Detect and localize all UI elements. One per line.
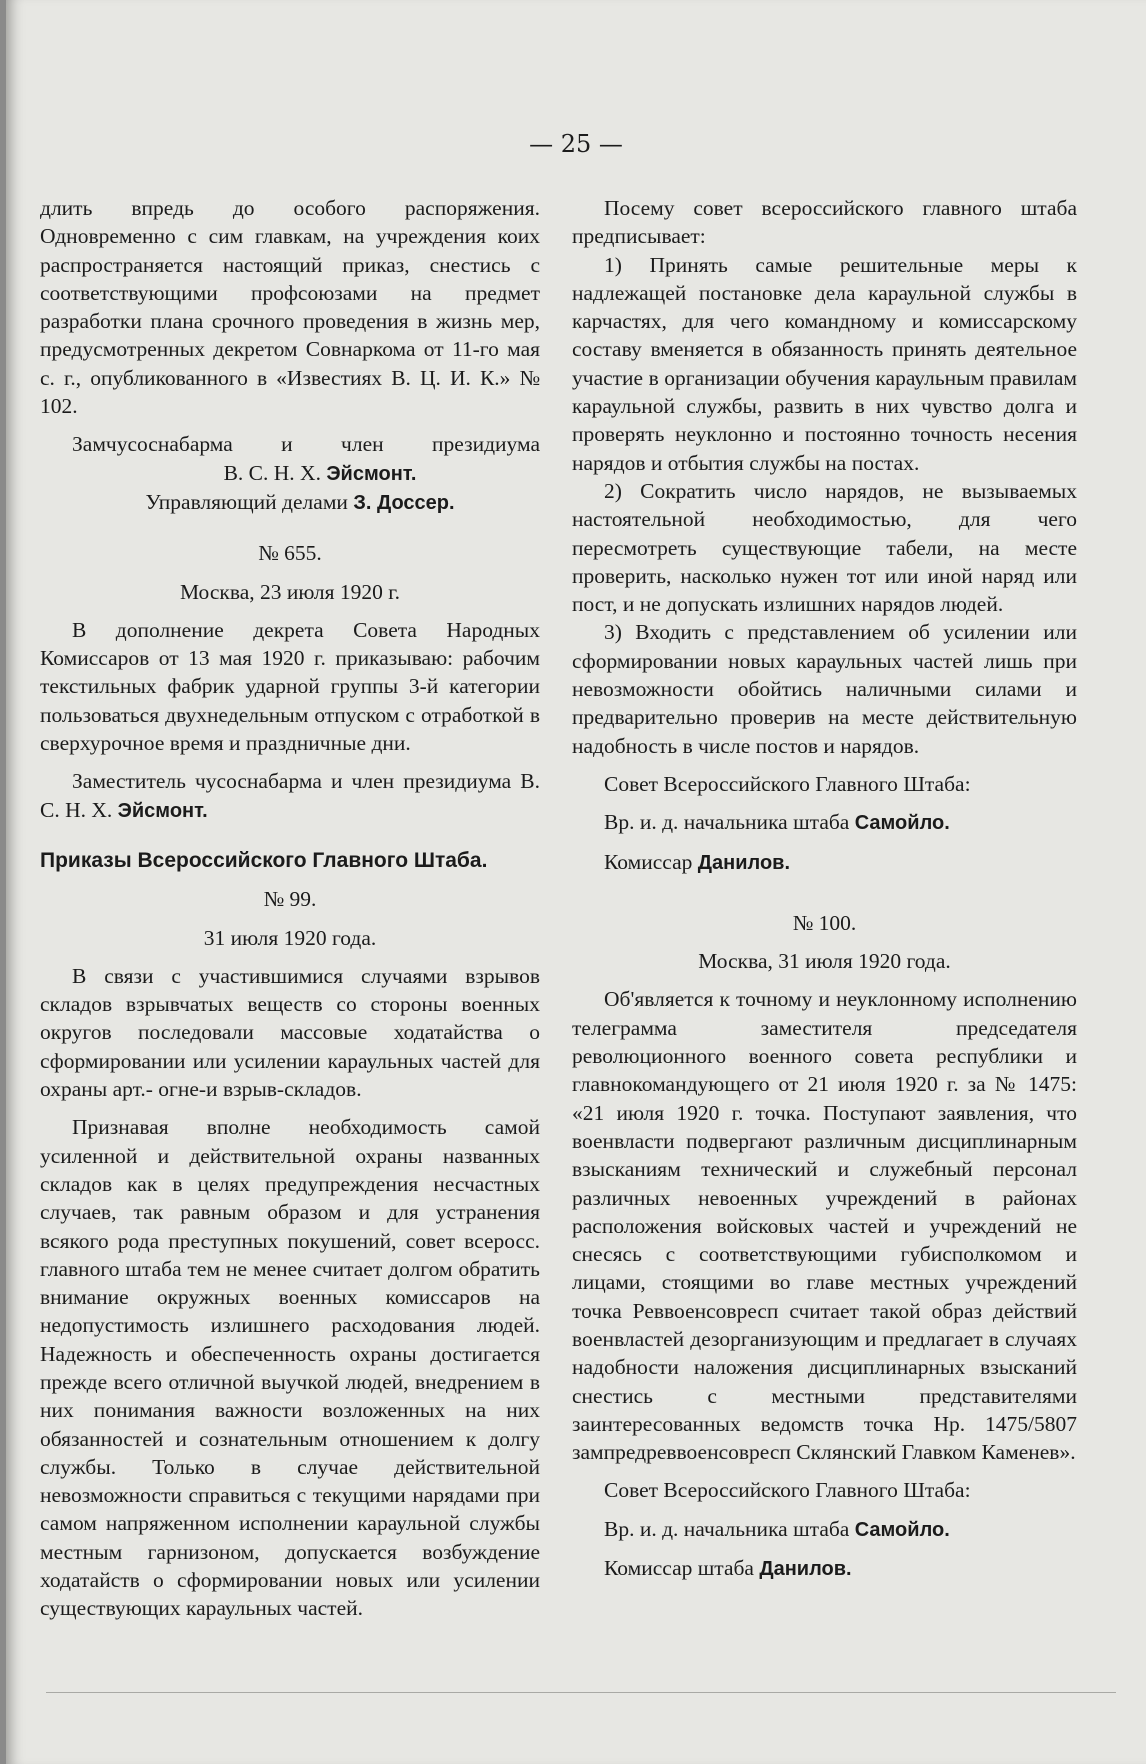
signature-title: Комиссар штаба bbox=[604, 1556, 754, 1581]
order-item: 2) Сократить число нарядов, не вызываемых настоятельной необходимостью, для чего пересмотреть существующие табели, на месте проверить, насколько нужен тот или иной наряд или пост, и не допускать излишних нарядов людей. bbox=[572, 478, 1077, 617]
left-column bbox=[40, 194, 540, 1623]
order-place-date: Москва, 23 июля 1920 г. bbox=[179, 579, 401, 604]
signature-line bbox=[40, 430, 540, 458]
signature-name: Эйсмонт. bbox=[326, 462, 417, 485]
signature-line bbox=[40, 767, 540, 825]
signature-line bbox=[572, 808, 1077, 837]
right-column bbox=[572, 194, 1077, 1583]
order-text: В связи с участившимися случаями взрывов складов взрывчатых веществ со стороны военных округов последовали массовые ходатайства о сформировании или усилении караульных частей для охраны арт.- огне-и взрыв-складов. bbox=[40, 963, 540, 1102]
order-item: 3) Входить с представлением об усилении или сформировании новых караульных частей лишь при невозможности обойтись наличными силами и предварительно проверив на месте действительную надобность в числе постов и нарядов. bbox=[572, 620, 1077, 758]
page-bottom-rule bbox=[46, 1692, 1116, 1693]
order-text: Об'является к точному и неуклонному исполнению телеграмма заместителя председателя революционного военного совета республики и главнокомандующего от 21 июля 1920 г. за № 1475: «21 июля 1920 г. точка. Поступают заявления, что военвласти подвергают различным дисциплинарным взысканиям технический и служебный персонал различных невоенных учреждений в районах расположения войсковых частей и учреждений не снесясь с соответствующими губисполкомом и лицами, стоящими во главе местных учреждений точка Реввоенсовресп считает такой образ действий военвластей дезорганизующим и предлагает в случаях надобности наложения дисциплинарных взысканий снестись с местными представителями заинтересованных ведомств точка Нр. 1475/5807 зампредреввоенсовресп Склянский Главком Каменев». bbox=[572, 987, 1077, 1465]
page-number: — 25 — bbox=[529, 130, 623, 158]
signature-name: Самойло. bbox=[854, 1518, 950, 1541]
order-date: 31 июля 1920 года. bbox=[203, 925, 377, 950]
order-text: Признавая вполне необходимость самой усиленной и действительной охраны названных складов как в целях предупреждения несчастных случаев, так равным образом и для устранения всякого рода преступных покушений, совет всеросс. главного штаба тем не менее считает долгом обратить внимание окружных военных комиссаров на недопустимость излишнего расходования людей. Надежность и обеспеченность охраны достигается прежде всего отличной выучкой людей, внедрением в них понимания важности возложенных на них обязанностей и сознательным отношением к долгу службы. Только в случае действительной невозможности справиться с текущими нарядами при самом напряженном исполнении караульной службы местным гарнизоном, допускается возбуждение ходатайств о сформировании новых или усилении существующих караульных частей. bbox=[40, 1115, 540, 1621]
signature-name: З. Доссер. bbox=[353, 491, 455, 514]
order-text: Посему совет всероссийского главного штаба предписывает: bbox=[572, 196, 1077, 249]
signature-org: В. С. Н. Х. bbox=[223, 460, 321, 485]
signature-line bbox=[40, 488, 540, 517]
signature-title: Комиссар bbox=[604, 849, 693, 874]
order-number: № 100. bbox=[792, 910, 857, 935]
paragraph-continuation: длить впредь до особого распоряжения. Одновременно с сим главкам, на учреждения коих распространяется настоящий приказ, снестись с соответствующими профсоюзами на предмет разработки плана срочного проведения в жизнь мер, предусмотренных декретом Совнаркома от 11-го мая с. г., опубликованного в «Известиях В. Ц. И. К.» № 102. bbox=[40, 196, 540, 419]
signature-title: Вр. и. д. начальника штаба bbox=[604, 1516, 850, 1541]
order-place-date: Москва, 31 июля 1920 года. bbox=[698, 949, 951, 974]
signature-name: Эйсмонт. bbox=[117, 799, 208, 822]
signature-title: Вр. и. д. начальника штаба bbox=[604, 810, 850, 835]
signature-name: Данилов. bbox=[697, 851, 791, 874]
signature-title: Замчусоснабарма и член президиума bbox=[72, 432, 540, 457]
document-page bbox=[6, 0, 1146, 1764]
signature-line bbox=[40, 459, 540, 488]
order-item: 1) Принять самые решительные меры к надлежащей постановке дела караульной службы в карчастях, для чего командному и комиссарскому составу вменяется в обязанность принять деятельное участие в организации обучения караульным правилам караульной службы, развить в них чувство долга и проверять неуклонно и постоянно точность несения нарядов и отбытия службы на постах. bbox=[572, 252, 1077, 475]
order-number: № 655. bbox=[258, 541, 322, 566]
signature-name: Данилов. bbox=[759, 1558, 852, 1581]
signature-name: Самойло. bbox=[854, 812, 950, 835]
section-title: Приказы Всероссийского Главного Штаба. bbox=[40, 848, 488, 872]
signature-title: Управляющий делами bbox=[145, 489, 348, 514]
signature-title: Заместитель чусоснабарма и член президиума В. С. Н. Х. bbox=[40, 769, 540, 822]
order-text: В дополнение декрета Совета Народных Комиссаров от 13 мая 1920 г. приказываю: рабочим текстильных фабрик ударной группы 3-й категории пользоваться двухнедельным отпуском с отработкой в сверхурочное время и праздничные дни. bbox=[40, 617, 540, 756]
order-number: № 99. bbox=[263, 887, 317, 912]
signature-council: Совет Всероссийского Главного Штаба: bbox=[604, 771, 971, 796]
signature-line bbox=[572, 1515, 1077, 1544]
signature-council: Совет Всероссийского Главного Штаба: bbox=[604, 1478, 971, 1503]
signature-line bbox=[572, 1554, 1077, 1583]
signature-line bbox=[572, 848, 1077, 877]
